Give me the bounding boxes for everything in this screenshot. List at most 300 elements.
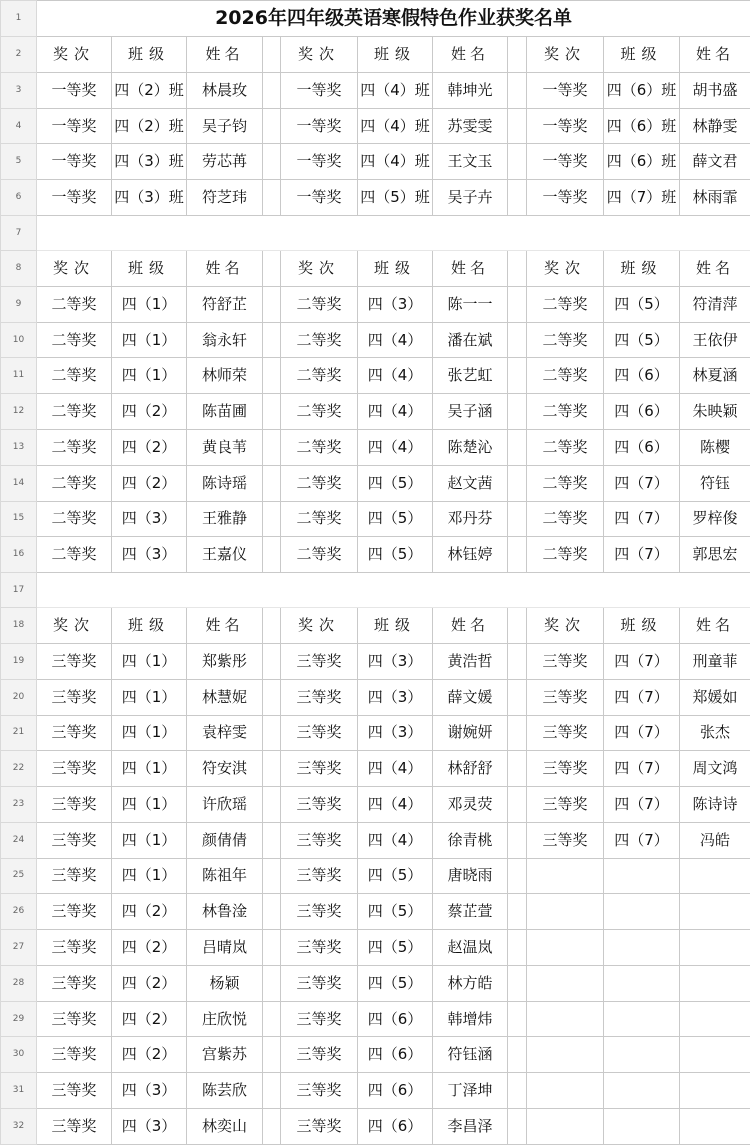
name-cell[interactable]: 薛文君 [680, 144, 750, 180]
award-cell[interactable]: 一等奖 [37, 144, 112, 180]
row-number[interactable]: 19 [1, 644, 37, 680]
award-cell[interactable] [527, 894, 604, 930]
class-cell[interactable]: 四（4） [358, 822, 433, 858]
sheet-row [1, 751, 750, 787]
class-cell[interactable]: 四（3） [112, 537, 187, 573]
name-cell[interactable]: 符舒芷 [187, 286, 263, 322]
row-number[interactable]: 1 [1, 1, 37, 37]
class-cell[interactable] [604, 858, 680, 894]
name-cell[interactable]: 朱映颖 [680, 394, 750, 430]
award-cell[interactable] [527, 1037, 604, 1073]
award-cell[interactable] [527, 1108, 604, 1144]
award-cell[interactable]: 三等奖 [281, 894, 358, 930]
name-cell[interactable] [680, 1108, 750, 1144]
row-number[interactable]: 24 [1, 822, 37, 858]
class-cell[interactable]: 四（7） [604, 537, 680, 573]
class-cell[interactable]: 四（5） [604, 286, 680, 322]
class-cell[interactable]: 四（6） [358, 1073, 433, 1109]
class-cell[interactable]: 四（2） [112, 394, 187, 430]
row-number[interactable]: 26 [1, 894, 37, 930]
class-cell[interactable]: 四（3） [112, 1108, 187, 1144]
header-name[interactable]: 姓名 [680, 251, 750, 287]
name-cell[interactable]: 赵温岚 [433, 930, 508, 966]
award-cell[interactable]: 二等奖 [281, 322, 358, 358]
name-cell[interactable]: 袁梓雯 [187, 715, 263, 751]
class-cell[interactable]: 四（6）班 [604, 108, 680, 144]
award-cell[interactable]: 三等奖 [281, 1037, 358, 1073]
row-number[interactable]: 31 [1, 1073, 37, 1109]
header-award[interactable]: 奖次 [281, 37, 358, 73]
award-cell[interactable]: 二等奖 [37, 430, 112, 466]
class-cell[interactable]: 四（3） [358, 715, 433, 751]
award-cell[interactable]: 三等奖 [281, 715, 358, 751]
class-cell[interactable]: 四（5） [358, 965, 433, 1001]
name-cell[interactable]: 许欣瑶 [187, 787, 263, 823]
award-cell[interactable]: 三等奖 [281, 930, 358, 966]
header-name[interactable]: 姓名 [433, 608, 508, 644]
award-cell[interactable]: 二等奖 [281, 394, 358, 430]
award-cell[interactable]: 二等奖 [37, 358, 112, 394]
name-cell[interactable]: 符钰 [680, 465, 750, 501]
class-cell[interactable]: 四（1） [112, 286, 187, 322]
name-cell[interactable]: 罗梓俊 [680, 501, 750, 537]
award-cell[interactable]: 二等奖 [37, 501, 112, 537]
name-cell[interactable]: 吴子涵 [433, 394, 508, 430]
name-cell[interactable]: 唐晓雨 [433, 858, 508, 894]
award-cell[interactable]: 一等奖 [527, 108, 604, 144]
sheet-row [1, 930, 750, 966]
award-cell[interactable]: 三等奖 [281, 1108, 358, 1144]
name-cell[interactable]: 翁永轩 [187, 322, 263, 358]
row-number[interactable]: 27 [1, 930, 37, 966]
class-cell[interactable]: 四（7） [604, 787, 680, 823]
name-cell[interactable]: 郑紫彤 [187, 644, 263, 680]
name-cell[interactable]: 陈樱 [680, 430, 750, 466]
award-cell[interactable]: 三等奖 [37, 965, 112, 1001]
award-cell[interactable]: 三等奖 [527, 679, 604, 715]
row-number[interactable]: 21 [1, 715, 37, 751]
award-cell[interactable]: 三等奖 [37, 894, 112, 930]
award-cell[interactable]: 二等奖 [281, 501, 358, 537]
name-cell[interactable]: 吕晴岚 [187, 930, 263, 966]
name-cell[interactable]: 林鲁淦 [187, 894, 263, 930]
name-cell[interactable]: 王依伊 [680, 322, 750, 358]
class-cell[interactable]: 四（3） [358, 286, 433, 322]
header-award[interactable]: 奖次 [37, 251, 112, 287]
header-class[interactable]: 班级 [604, 37, 680, 73]
name-cell[interactable]: 林静雯 [680, 108, 750, 144]
class-cell[interactable]: 四（4）班 [358, 144, 433, 180]
name-cell[interactable]: 陈诗瑶 [187, 465, 263, 501]
name-cell[interactable]: 黄良苇 [187, 430, 263, 466]
row-number[interactable]: 2 [1, 37, 37, 73]
award-cell[interactable]: 三等奖 [281, 679, 358, 715]
header-class[interactable]: 班级 [112, 608, 187, 644]
class-cell[interactable] [604, 1001, 680, 1037]
name-cell[interactable] [680, 894, 750, 930]
row-number[interactable]: 4 [1, 108, 37, 144]
row-number[interactable]: 14 [1, 465, 37, 501]
class-cell[interactable]: 四（4） [358, 430, 433, 466]
class-cell[interactable]: 四（7） [604, 751, 680, 787]
name-cell[interactable]: 吴子钧 [187, 108, 263, 144]
class-cell[interactable]: 四（2） [112, 1001, 187, 1037]
name-cell[interactable]: 陈祖年 [187, 858, 263, 894]
class-cell[interactable]: 四（6） [604, 394, 680, 430]
row-number[interactable]: 9 [1, 286, 37, 322]
award-cell[interactable]: 三等奖 [281, 787, 358, 823]
name-cell[interactable]: 苏雯雯 [433, 108, 508, 144]
award-cell[interactable]: 三等奖 [527, 751, 604, 787]
class-cell[interactable]: 四（7） [604, 715, 680, 751]
name-cell[interactable]: 庄欣悦 [187, 1001, 263, 1037]
class-cell[interactable]: 四（1） [112, 822, 187, 858]
class-cell[interactable]: 四（6） [604, 358, 680, 394]
name-cell[interactable] [680, 965, 750, 1001]
award-cell[interactable]: 一等奖 [37, 72, 112, 108]
name-cell[interactable]: 陈楚沁 [433, 430, 508, 466]
header-award[interactable]: 奖次 [281, 251, 358, 287]
name-cell[interactable]: 符芝玮 [187, 180, 263, 216]
header-award[interactable]: 奖次 [527, 37, 604, 73]
award-cell[interactable]: 三等奖 [37, 1073, 112, 1109]
award-cell[interactable]: 三等奖 [37, 858, 112, 894]
name-cell[interactable]: 吴子卉 [433, 180, 508, 216]
award-cell[interactable]: 一等奖 [37, 108, 112, 144]
row-number[interactable]: 23 [1, 787, 37, 823]
award-cell[interactable]: 二等奖 [37, 537, 112, 573]
name-cell[interactable]: 林夏涵 [680, 358, 750, 394]
award-cell[interactable]: 二等奖 [37, 286, 112, 322]
class-cell[interactable] [604, 1108, 680, 1144]
class-cell[interactable]: 四（6） [604, 430, 680, 466]
name-cell[interactable]: 符钰涵 [433, 1037, 508, 1073]
name-cell[interactable]: 林奕山 [187, 1108, 263, 1144]
class-cell[interactable]: 四（7） [604, 679, 680, 715]
header-award[interactable]: 奖次 [527, 608, 604, 644]
name-cell[interactable]: 蔡芷萱 [433, 894, 508, 930]
class-cell[interactable]: 四（6） [358, 1037, 433, 1073]
class-cell[interactable]: 四（1） [112, 679, 187, 715]
name-cell[interactable]: 周文鸿 [680, 751, 750, 787]
award-cell[interactable]: 一等奖 [527, 180, 604, 216]
award-cell[interactable]: 三等奖 [281, 858, 358, 894]
award-cell[interactable] [527, 1073, 604, 1109]
header-class[interactable]: 班级 [358, 608, 433, 644]
blank-row[interactable] [37, 573, 750, 608]
award-cell[interactable]: 二等奖 [527, 358, 604, 394]
class-cell[interactable]: 四（4） [358, 358, 433, 394]
class-cell[interactable]: 四（4） [358, 322, 433, 358]
header-award[interactable]: 奖次 [527, 251, 604, 287]
row-number[interactable]: 8 [1, 251, 37, 287]
award-cell[interactable]: 一等奖 [527, 144, 604, 180]
class-cell[interactable]: 四（1） [112, 787, 187, 823]
class-cell[interactable]: 四（2） [112, 465, 187, 501]
row-number[interactable]: 12 [1, 394, 37, 430]
class-cell[interactable]: 四（5） [604, 322, 680, 358]
award-cell[interactable] [527, 965, 604, 1001]
header-name[interactable]: 姓名 [433, 251, 508, 287]
class-cell[interactable]: 四（1） [112, 751, 187, 787]
name-cell[interactable]: 宫紫苏 [187, 1037, 263, 1073]
name-cell[interactable]: 冯皓 [680, 822, 750, 858]
award-cell[interactable]: 三等奖 [527, 715, 604, 751]
row-number[interactable]: 18 [1, 608, 37, 644]
name-cell[interactable]: 张艺虹 [433, 358, 508, 394]
name-cell[interactable] [680, 1037, 750, 1073]
name-cell[interactable] [680, 858, 750, 894]
name-cell[interactable]: 郭思宏 [680, 537, 750, 573]
name-cell[interactable]: 王嘉仪 [187, 537, 263, 573]
name-cell[interactable]: 陈苗圃 [187, 394, 263, 430]
class-cell[interactable] [604, 1037, 680, 1073]
award-cell[interactable]: 一等奖 [527, 72, 604, 108]
award-cell[interactable]: 二等奖 [527, 430, 604, 466]
class-cell[interactable] [604, 1073, 680, 1109]
class-cell[interactable]: 四（3）班 [112, 144, 187, 180]
award-cell[interactable]: 二等奖 [281, 286, 358, 322]
name-cell[interactable]: 张杰 [680, 715, 750, 751]
class-cell[interactable]: 四（3） [358, 644, 433, 680]
class-cell[interactable]: 四（2） [112, 930, 187, 966]
row-number[interactable]: 15 [1, 501, 37, 537]
class-cell[interactable]: 四（2） [112, 965, 187, 1001]
header-name[interactable]: 姓名 [187, 251, 263, 287]
class-cell[interactable]: 四（6）班 [604, 72, 680, 108]
class-cell[interactable]: 四（1） [112, 715, 187, 751]
award-cell[interactable]: 三等奖 [527, 787, 604, 823]
row-number[interactable]: 3 [1, 72, 37, 108]
award-cell[interactable]: 三等奖 [37, 930, 112, 966]
name-cell[interactable]: 胡书盛 [680, 72, 750, 108]
blank-row[interactable] [37, 216, 750, 251]
class-cell[interactable] [604, 930, 680, 966]
row-number[interactable]: 13 [1, 430, 37, 466]
row-number[interactable]: 17 [1, 573, 37, 608]
name-cell[interactable]: 林师荣 [187, 358, 263, 394]
separator-cell [508, 180, 527, 216]
class-cell[interactable]: 四（6）班 [604, 144, 680, 180]
award-cell[interactable]: 二等奖 [281, 358, 358, 394]
name-cell[interactable]: 林雨霏 [680, 180, 750, 216]
class-cell[interactable]: 四（7） [604, 465, 680, 501]
award-cell[interactable]: 二等奖 [281, 465, 358, 501]
award-cell[interactable]: 二等奖 [527, 322, 604, 358]
class-cell[interactable]: 四（5） [358, 537, 433, 573]
header-name[interactable]: 姓名 [187, 608, 263, 644]
class-cell[interactable]: 四（7） [604, 501, 680, 537]
name-cell[interactable]: 谢婉妍 [433, 715, 508, 751]
row-number[interactable]: 29 [1, 1001, 37, 1037]
class-cell[interactable]: 四（4）班 [358, 72, 433, 108]
name-cell[interactable]: 颜倩倩 [187, 822, 263, 858]
award-cell[interactable]: 三等奖 [281, 751, 358, 787]
name-cell[interactable]: 赵文茜 [433, 465, 508, 501]
name-cell[interactable]: 徐青桃 [433, 822, 508, 858]
award-cell[interactable]: 三等奖 [37, 787, 112, 823]
class-cell[interactable]: 四（1） [112, 858, 187, 894]
name-cell[interactable]: 陈芸欣 [187, 1073, 263, 1109]
name-cell[interactable]: 符安淇 [187, 751, 263, 787]
header-name[interactable]: 姓名 [433, 37, 508, 73]
class-cell[interactable]: 四（7）班 [604, 180, 680, 216]
class-cell[interactable] [604, 894, 680, 930]
row-number[interactable]: 30 [1, 1037, 37, 1073]
name-cell[interactable]: 邓灵荧 [433, 787, 508, 823]
row-number[interactable]: 25 [1, 858, 37, 894]
class-cell[interactable]: 四（4） [358, 787, 433, 823]
class-cell[interactable]: 四（2） [112, 430, 187, 466]
award-cell[interactable]: 二等奖 [37, 394, 112, 430]
class-cell[interactable]: 四（2）班 [112, 72, 187, 108]
name-cell[interactable]: 林慧妮 [187, 679, 263, 715]
row-number[interactable]: 20 [1, 679, 37, 715]
class-cell[interactable]: 四（2）班 [112, 108, 187, 144]
separator-cell [263, 322, 281, 358]
name-cell[interactable] [680, 930, 750, 966]
award-cell[interactable]: 三等奖 [281, 822, 358, 858]
class-cell[interactable]: 四（4） [358, 751, 433, 787]
name-cell[interactable]: 李昌泽 [433, 1108, 508, 1144]
name-cell[interactable]: 杨颖 [187, 965, 263, 1001]
award-cell[interactable]: 一等奖 [281, 108, 358, 144]
award-cell[interactable]: 一等奖 [281, 72, 358, 108]
class-cell[interactable]: 四（1） [112, 358, 187, 394]
award-cell[interactable] [527, 858, 604, 894]
header-award[interactable]: 奖次 [37, 37, 112, 73]
name-cell[interactable]: 郑媛如 [680, 679, 750, 715]
award-cell[interactable]: 三等奖 [281, 644, 358, 680]
header-award[interactable]: 奖次 [281, 608, 358, 644]
row-number[interactable]: 22 [1, 751, 37, 787]
name-cell[interactable]: 薛文媛 [433, 679, 508, 715]
row-number[interactable]: 11 [1, 358, 37, 394]
header-class[interactable]: 班级 [112, 37, 187, 73]
header-class[interactable]: 班级 [604, 608, 680, 644]
award-cell[interactable]: 三等奖 [281, 965, 358, 1001]
name-cell[interactable] [680, 1001, 750, 1037]
award-cell[interactable]: 一等奖 [281, 180, 358, 216]
award-cell[interactable]: 三等奖 [37, 1108, 112, 1144]
header-class[interactable]: 班级 [112, 251, 187, 287]
award-cell[interactable]: 二等奖 [37, 465, 112, 501]
row-number[interactable]: 28 [1, 965, 37, 1001]
class-cell[interactable]: 四（7） [604, 822, 680, 858]
name-cell[interactable]: 符清萍 [680, 286, 750, 322]
award-cell[interactable] [527, 930, 604, 966]
award-cell[interactable]: 三等奖 [37, 679, 112, 715]
name-cell[interactable]: 邓丹芬 [433, 501, 508, 537]
name-cell[interactable]: 潘在斌 [433, 322, 508, 358]
class-cell[interactable]: 四（5） [358, 894, 433, 930]
name-cell[interactable]: 刑童菲 [680, 644, 750, 680]
class-cell[interactable]: 四（3） [112, 501, 187, 537]
name-cell[interactable]: 王文玉 [433, 144, 508, 180]
header-class[interactable]: 班级 [358, 251, 433, 287]
row-number[interactable]: 6 [1, 180, 37, 216]
class-cell[interactable]: 四（1） [112, 644, 187, 680]
header-name[interactable]: 姓名 [187, 37, 263, 73]
name-cell[interactable]: 林晨玫 [187, 72, 263, 108]
award-cell[interactable]: 三等奖 [527, 644, 604, 680]
award-cell[interactable]: 二等奖 [527, 537, 604, 573]
row-number[interactable]: 5 [1, 144, 37, 180]
class-cell[interactable]: 四（2） [112, 894, 187, 930]
award-cell[interactable]: 三等奖 [37, 751, 112, 787]
row-number[interactable]: 16 [1, 537, 37, 573]
class-cell[interactable]: 四（3） [358, 679, 433, 715]
row-number[interactable]: 7 [1, 216, 37, 251]
class-cell[interactable]: 四（5） [358, 858, 433, 894]
award-cell[interactable]: 三等奖 [527, 822, 604, 858]
header-class[interactable]: 班级 [358, 37, 433, 73]
class-cell[interactable]: 四（5） [358, 501, 433, 537]
award-cell[interactable]: 三等奖 [37, 644, 112, 680]
award-cell[interactable]: 二等奖 [527, 501, 604, 537]
award-cell[interactable]: 二等奖 [281, 537, 358, 573]
class-cell[interactable] [604, 965, 680, 1001]
name-cell[interactable]: 陈诗诗 [680, 787, 750, 823]
name-cell[interactable]: 黄浩哲 [433, 644, 508, 680]
award-cell[interactable] [527, 1001, 604, 1037]
header-name[interactable]: 姓名 [680, 37, 750, 73]
award-cell[interactable]: 三等奖 [281, 1073, 358, 1109]
class-cell[interactable]: 四（4） [358, 394, 433, 430]
name-cell[interactable]: 王雅静 [187, 501, 263, 537]
award-cell[interactable]: 二等奖 [527, 465, 604, 501]
award-cell[interactable]: 二等奖 [527, 394, 604, 430]
class-cell[interactable]: 四（1） [112, 322, 187, 358]
row-number[interactable]: 32 [1, 1108, 37, 1144]
award-cell[interactable]: 三等奖 [37, 1037, 112, 1073]
award-cell[interactable]: 三等奖 [37, 715, 112, 751]
award-cell[interactable]: 三等奖 [281, 1001, 358, 1037]
award-cell[interactable]: 一等奖 [37, 180, 112, 216]
class-cell[interactable]: 四（5） [358, 930, 433, 966]
award-cell[interactable]: 二等奖 [527, 286, 604, 322]
name-cell[interactable] [680, 1073, 750, 1109]
class-cell[interactable]: 四（6） [358, 1108, 433, 1144]
name-cell[interactable]: 劳芯苒 [187, 144, 263, 180]
name-cell[interactable]: 林方皓 [433, 965, 508, 1001]
name-cell[interactable]: 林钰婷 [433, 537, 508, 573]
class-cell[interactable]: 四（2） [112, 1037, 187, 1073]
class-cell[interactable]: 四（4）班 [358, 108, 433, 144]
class-cell[interactable]: 四（5） [358, 465, 433, 501]
class-cell[interactable]: 四（3） [112, 1073, 187, 1109]
class-cell[interactable]: 四（5）班 [358, 180, 433, 216]
award-cell[interactable]: 三等奖 [37, 822, 112, 858]
class-cell[interactable]: 四（6） [358, 1001, 433, 1037]
award-cell[interactable]: 二等奖 [281, 430, 358, 466]
name-cell[interactable]: 丁泽坤 [433, 1073, 508, 1109]
header-name[interactable]: 姓名 [680, 608, 750, 644]
name-cell[interactable]: 陈一一 [433, 286, 508, 322]
name-cell[interactable]: 林舒舒 [433, 751, 508, 787]
name-cell[interactable]: 韩增炜 [433, 1001, 508, 1037]
row-number[interactable]: 10 [1, 322, 37, 358]
name-cell[interactable]: 韩坤光 [433, 72, 508, 108]
award-cell[interactable]: 二等奖 [37, 322, 112, 358]
class-cell[interactable]: 四（3）班 [112, 180, 187, 216]
header-award[interactable]: 奖次 [37, 608, 112, 644]
award-cell[interactable]: 三等奖 [37, 1001, 112, 1037]
separator-cell [263, 930, 281, 966]
award-cell[interactable]: 一等奖 [281, 144, 358, 180]
class-cell[interactable]: 四（7） [604, 644, 680, 680]
header-class[interactable]: 班级 [604, 251, 680, 287]
